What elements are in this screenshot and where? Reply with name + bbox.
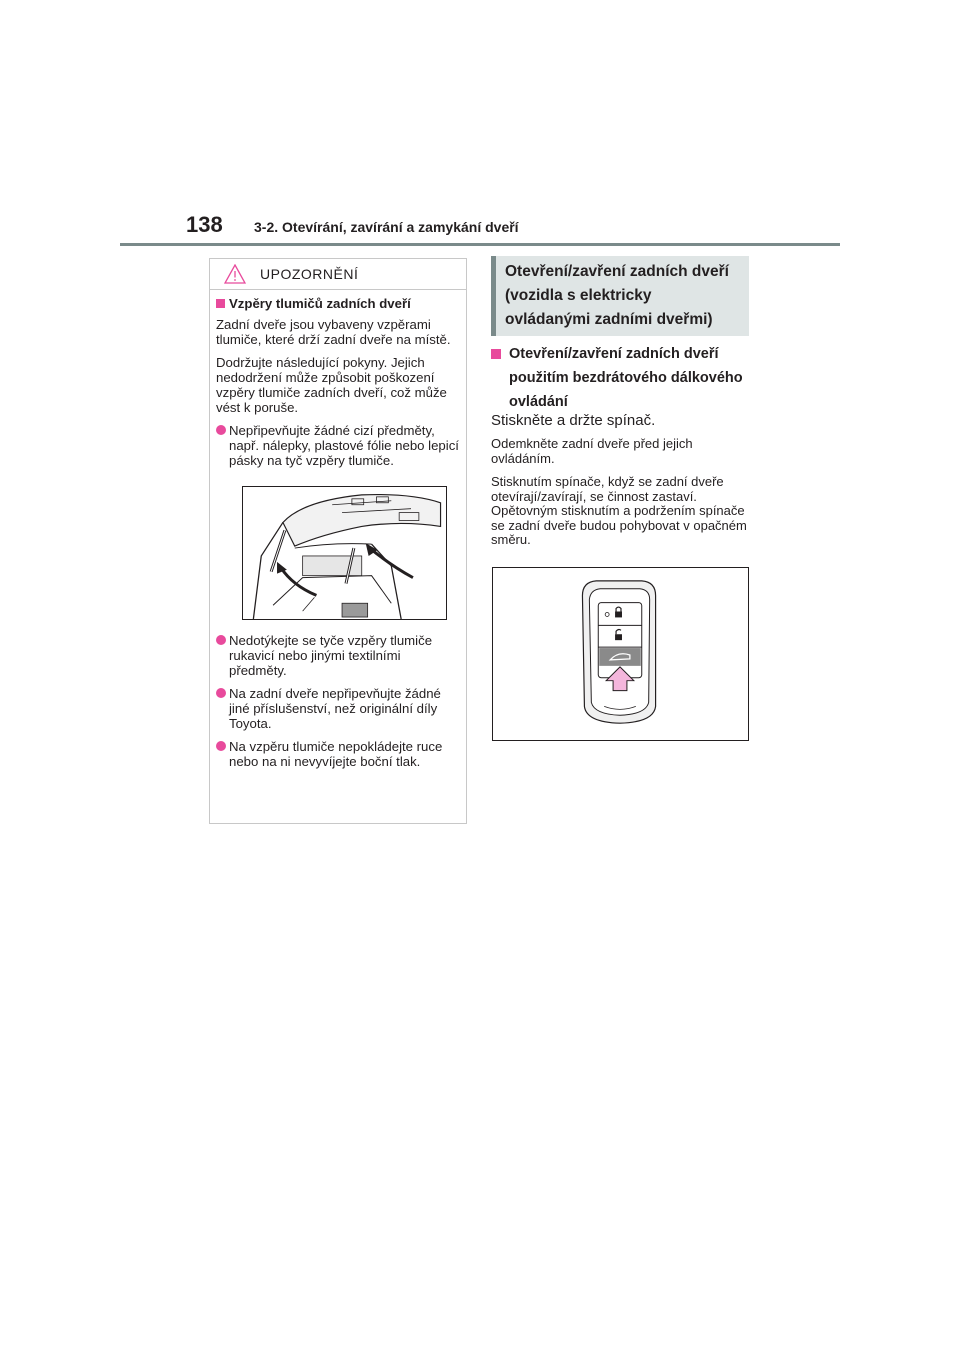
warning-bullet-text: Na vzpěru tlumiče nepokládejte ruce nebo na ni nevyvíjejte boční tlak.	[229, 739, 443, 769]
warning-bullet-text: Na zadní dveře nepřipevňujte žádné jiné příslušenství, než originální díly Toyota.	[229, 686, 441, 731]
circle-bullet-icon	[216, 741, 226, 751]
note-text: Stisknutím spínače, když se zadní dveře otevírají/zavírají, se činnost zastaví. Opětovným stisknutím a podržením spínače se zadní dveře budou pohybovat v opačném směru.	[491, 474, 747, 547]
warning-subheading-text: Vzpěry tlumičů zadních dveří	[229, 296, 411, 311]
warning-bullet	[216, 739, 460, 769]
warning-bullet-text: Nepřipevňujte žádné cizí předměty, např. nálepky, plastové fólie nebo lepicí pásky na tyč vzpěry tlumiče.	[229, 423, 459, 468]
section-title: 3-2. Otevírání, zavírání a zamykání dveří	[254, 219, 519, 235]
warning-bullet	[216, 686, 460, 731]
square-bullet-icon	[216, 299, 225, 308]
note-text: Odemkněte zadní dveře před jejich ovládáním.	[491, 436, 693, 466]
circle-bullet-icon	[216, 425, 226, 435]
warning-paragraph: Dodržujte následující pokyny. Jejich nedodržení může způsobit poškození vzpěry tlumiče zadních dveří, což může vést k poruše.	[216, 355, 447, 415]
warning-title: UPOZORNĚNÍ	[260, 266, 359, 282]
warning-subheading	[216, 296, 460, 311]
subsection-heading-text: Otevření/zavření zadních dveří použitím bezdrátového dálkového ovládání	[509, 346, 743, 410]
warning-bullet-text: Nedotýkejte se tyče vzpěry tlumiče rukavicí nebo jinými textilními předměty.	[229, 633, 433, 678]
circle-bullet-icon	[216, 688, 226, 698]
warning-paragraph: Zadní dveře jsou vybaveny vzpěrami tlumiče, které drží zadní dveře na místě.	[216, 317, 451, 347]
warning-triangle-icon	[224, 264, 246, 284]
header-rule	[120, 243, 840, 246]
instruction-text: Stiskněte a držte spínač.	[491, 412, 656, 429]
circle-bullet-icon	[216, 635, 226, 645]
warning-box	[209, 258, 467, 824]
warning-content	[210, 290, 466, 769]
page-number: 138	[186, 212, 223, 237]
tailgate-strut-illustration	[242, 486, 447, 620]
warning-header	[210, 259, 466, 290]
warning-bullet	[216, 423, 460, 468]
warning-bullet	[216, 633, 460, 678]
section-heading: Otevření/zavření zadních dveří (vozidla s elektricky ovládanými zadními dveřmi)	[491, 256, 749, 336]
square-bullet-icon	[491, 349, 501, 359]
remote-key-illustration	[492, 567, 749, 741]
subsection-heading	[491, 342, 753, 414]
